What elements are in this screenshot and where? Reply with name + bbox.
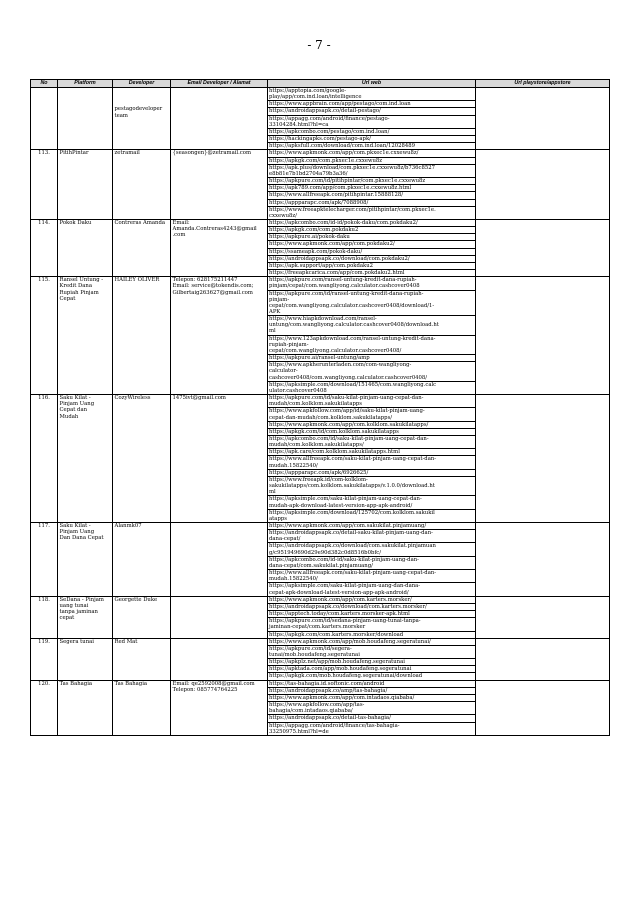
url-web-link[interactable]: https://www.freeapktelecharger.com/pitihpintar/com.pkxec1e. cxxewu8z/ xyxy=(268,206,476,219)
platform-cell: Segera tunai xyxy=(58,638,113,680)
url-web-link[interactable]: https://apkpure.ai/pokok-daku xyxy=(268,234,476,241)
url-web-link[interactable]: https://apkcombo.com/id-id/pokok-daku/com.pokdaku2/ xyxy=(268,219,476,226)
url-web-link[interactable]: https://apptech.today/com.karters.morsker-apk.html xyxy=(268,611,476,618)
url-web-link[interactable]: https://apksimple.com/download/125702/com.kolklom.sakukil atapps xyxy=(268,509,476,522)
url-web-link[interactable]: https://apkcombo.com/id-id/saku-kilat-pinjam-uang-dan- dana-cepat/com.sakukilat.pinjamuang/ xyxy=(268,556,476,569)
url-web-link[interactable]: https://apptopia.com/google- play/app/com.ind.loan/intelligence xyxy=(268,88,476,101)
platform-cell: SeDana - Pinjam uang tunai tanpa jaminan cepat xyxy=(58,596,113,638)
row-number: 120. xyxy=(31,680,58,735)
table-row xyxy=(31,395,610,408)
url-store-cell xyxy=(476,395,610,523)
developer-cell: Contreras Amanda xyxy=(113,219,171,276)
url-store-cell xyxy=(476,88,610,150)
page-number: - 7 - xyxy=(307,38,331,52)
row-number xyxy=(31,88,58,150)
url-web-link[interactable]: https://freeapkcarica.com/app/com.pokdaku2.html xyxy=(268,270,476,277)
url-web-link[interactable]: https://www.allfreeapk.com/saku-kilat-pinjam-uang-cepat-dan- mudah.15822540/ xyxy=(268,570,476,583)
url-web-link[interactable]: https://hackingapks.com/pestago-apk/ xyxy=(268,136,476,143)
header-developer: Developer xyxy=(113,80,171,88)
email-cell: Email: Amanda.Contreras4243@gmail .com xyxy=(171,219,268,276)
url-web-link[interactable]: https://androidappsapk.co/download/com.pokdaku2/ xyxy=(268,255,476,262)
email-cell xyxy=(171,596,268,638)
email-cell: Telepon: 628175211447 Email: service@tokendis.com; Gilbertaig263627@gmail.com xyxy=(171,277,268,395)
url-store-cell xyxy=(476,638,610,680)
url-web-link[interactable]: https://www.apkmonk.com/app/mob.houdafeng.segeratunai/ xyxy=(268,638,476,645)
url-web-link[interactable]: https://apk789.com/app/com.pkxec1e.cxxewu8z.html xyxy=(268,185,476,192)
url-store-cell xyxy=(476,680,610,735)
email-cell xyxy=(171,523,268,597)
url-web-link[interactable]: https://apkplz.net/app/mob.houdafeng.segeratunai xyxy=(268,659,476,666)
url-web-link[interactable]: https://apktada.com/app/mob.houdafeng.segeratunai xyxy=(268,666,476,673)
row-number: 114. xyxy=(31,219,58,276)
url-web-link[interactable]: https://apkgk.com/com.pkxec1e.cxxewu8z xyxy=(268,157,476,164)
platform-cell xyxy=(58,88,113,150)
developer-cell: Georgette Duke xyxy=(113,596,171,638)
url-web-link[interactable]: https://apk.support/app/com.pokdaku2 xyxy=(268,262,476,269)
url-web-link[interactable]: https://apksfull.com/download/com.ind.loan/12028489 xyxy=(268,143,476,150)
table-row xyxy=(31,277,610,290)
url-web-link[interactable]: https://www.apkfollow.com/app/tas- bahagia/com.intadaos.qiababa/ xyxy=(268,702,476,715)
url-web-link[interactable]: https://appparapc.com/apk/6926625/ xyxy=(268,469,476,476)
header-url-store: Url playstore/appstore xyxy=(476,80,610,88)
url-web-link[interactable]: https://apksimple.com/saku-kilat-pinjam-uang-dan-dana- cepat-apk-download-latest-version-app-apk-android/ xyxy=(268,583,476,596)
url-web-link[interactable]: https://www.allfreeapk.com/saku-kilat-pinjam-uang-cepat-dan- mudah.15822540/ xyxy=(268,456,476,469)
developer-url-table xyxy=(30,79,610,736)
table-body xyxy=(31,88,610,736)
header-platform: Platform xyxy=(58,80,113,88)
developer-cell: Tas Bahagia xyxy=(113,680,171,735)
url-web-link[interactable]: https://apkgk.com/com.karters.morsker/download xyxy=(268,631,476,638)
url-web-link[interactable]: https://www.apkherunterladen.com/com-wangliyong- calculator- cashcover0408/com.wangliyong.calculator.cashcover0408/ xyxy=(268,362,476,381)
table-header-row xyxy=(31,80,610,88)
url-web-link[interactable]: https://androidappsapk.co/amp/tas-bahagia/ xyxy=(268,687,476,694)
table-row xyxy=(31,523,610,530)
url-web-link[interactable]: https://apkpure.com/id/sedana-pinjam-uang-tunai-tanpa- jaminan-cepat/com.karters.morsker xyxy=(268,618,476,631)
row-number: 119. xyxy=(31,638,58,680)
email-cell: {seasongen}@zetramail.com xyxy=(171,150,268,220)
url-store-cell xyxy=(476,219,610,276)
developer-cell: zetramail xyxy=(113,150,171,220)
url-web-link[interactable]: https://appagg.com/android/finance/tas-bahagia- 33250975.html?hl=de xyxy=(268,722,476,735)
developer-cell: HAILEY OLIVER xyxy=(113,277,171,395)
url-web-link[interactable]: https://www.freeapk.id/com-kolklom- sakukilatapps/com.kolklom.sakukilatapps/v.1.0.0/download.ht ml xyxy=(268,476,476,495)
row-number: 116. xyxy=(31,395,58,523)
url-web-link[interactable]: https://apkcombo.com/id/saku-kilat-pinjam-uang-cepat-dan- mudah/com.kolklom.sakukilatapps/ xyxy=(268,435,476,448)
row-number: 118. xyxy=(31,596,58,638)
url-web-link[interactable]: https://apk.plus/download/com.pkxec1e.cxxewu8z/b736c8527 e8b81e7b1bd2704a79b3a36/ xyxy=(268,164,476,177)
table-row xyxy=(31,638,610,645)
url-web-link[interactable]: https://apkpure.com/ransel-untung-kredit-dana-rupiah- pinjam/cepat/com.wangliyong.calculator.cashcover0408 xyxy=(268,277,476,290)
url-web-link[interactable]: https://www.123apkdownload.com/ransel-untung-kredit-dana- rupiah-pinjam- cepat/com.wangliyong.calculator.cashcover0408/ xyxy=(268,335,476,354)
url-web-link[interactable]: https://www.apkfollow.com/app/id/saku-kilat-pinjam-uang- cepat-dan-mudah/com.kolklom.sakukilatapps/ xyxy=(268,408,476,421)
url-web-link[interactable]: https://androidappsapk.co/download/com.karters.morsker/ xyxy=(268,603,476,610)
url-web-link[interactable]: https://www.appbrain.com/app/pestago/com.ind.loan xyxy=(268,101,476,108)
url-web-link[interactable]: https://www.apkmonk.com/app/com.intadaos.qiababa/ xyxy=(268,694,476,701)
url-web-link[interactable]: https://www.apkmonk.com/app/com.pkxec1e.cxxewu8z/ xyxy=(268,150,476,157)
url-web-link[interactable]: https://apksimple.com/saku-kilat-pinjam-uang-cepat-dan- mudah-apk-download-latest-version-app-apk-android/ xyxy=(268,496,476,509)
url-web-link[interactable]: https://www.apkmonk.com/app/com.sakukilat.pinjamuang/ xyxy=(268,523,476,530)
url-web-link[interactable]: https://apkpure.ai/ransel-untung/amp xyxy=(268,355,476,362)
table-row xyxy=(31,680,610,687)
platform-cell: PitihPintar xyxy=(58,150,113,220)
platform-cell: Ransel Untung - Kredit Dana Rupiah Pinjam Cepat xyxy=(58,277,113,395)
table-row xyxy=(31,88,610,101)
url-web-link[interactable]: https://www.allfreeapk.com/pitihpintar.15888128/ xyxy=(268,192,476,199)
header-email: Email Developer / Alamat xyxy=(171,80,268,88)
url-web-link[interactable]: https://androidappsapk.co/detail-pestago/ xyxy=(268,108,476,115)
url-web-link[interactable]: https://apkgk.com/mob.houdafeng.segeratunai/download xyxy=(268,673,476,680)
header-url-web: Url web xyxy=(268,80,476,88)
table-row xyxy=(31,219,610,226)
developer-cell: Red Mat xyxy=(113,638,171,680)
url-web-link[interactable]: https://apkcombo.com/pestago/com.ind.loan/ xyxy=(268,128,476,135)
row-number: 115. xyxy=(31,277,58,395)
url-web-link[interactable]: https://apkpure.com/id/segera- tunai/mob.houdafeng.segeratunai xyxy=(268,645,476,658)
developer-cell: CozyWireless xyxy=(113,395,171,523)
row-number: 113. xyxy=(31,150,58,220)
url-web-link[interactable]: https://androidappsapk.co/download/com.sakukilat.pinjamuan g/c951949690d29e90d382c0d8516b0bfc/ xyxy=(268,543,476,556)
url-web-link[interactable]: https://tas-bahagia.id.softonic.com/android xyxy=(268,680,476,687)
url-web-link[interactable]: https://ssameapk.com/pokok-daku/ xyxy=(268,248,476,255)
header-no: No xyxy=(31,80,58,88)
url-web-link[interactable]: https://apkgk.com/com.pokdaku2 xyxy=(268,227,476,234)
url-web-link[interactable]: https://apkpure.com/id/ransel-untung-kredit-dana-rupiah- pinjam- cepat/com.wangliyong.calculator.cashcover0408/download/1- APK xyxy=(268,290,476,316)
url-store-cell xyxy=(476,596,610,638)
platform-cell: Saku Kilat - Pinjam Uang Dan Dana Cepat xyxy=(58,523,113,597)
url-store-cell xyxy=(476,277,610,395)
url-web-link[interactable]: https://androidappsapk.co/detail-saku-kilat-pinjam-uang-dan- dana-cepat/ xyxy=(268,530,476,543)
email-cell: 1475ivt@gmail.com xyxy=(171,395,268,523)
platform-cell: Saku Kilat - Pinjam Uang Cepat dan Mudah xyxy=(58,395,113,523)
platform-cell: Pokok Daku xyxy=(58,219,113,276)
url-web-link[interactable]: https://www.apkmonk.com/app/com.pokdaku2/ xyxy=(268,241,476,248)
url-web-link[interactable]: https://apkgk.com/id/com.kolklom.sakukilatapps xyxy=(268,428,476,435)
developer-cell: pestagodeveloper team xyxy=(113,88,171,150)
url-web-link[interactable]: https://apkpure.com/id/saku-kilat-pinjam-uang-cepat-dan- mudah/com.kolklom.sakukilatapps xyxy=(268,395,476,408)
url-store-cell xyxy=(476,523,610,597)
table-row xyxy=(31,150,610,157)
url-web-link[interactable]: https://appparapc.com/apk/7088908/ xyxy=(268,199,476,206)
email-cell xyxy=(171,88,268,150)
platform-cell: Tas Bahagia xyxy=(58,680,113,735)
email-cell xyxy=(171,638,268,680)
url-web-link[interactable]: https://www.apkmonk.com/app/com.karters.morsker/ xyxy=(268,596,476,603)
url-store-cell xyxy=(476,150,610,220)
url-web-link[interactable]: https://apk.care/com.kolklom.sakukilatapps.html xyxy=(268,449,476,456)
url-web-link[interactable]: https://androidappsapk.co/detail-tas-bahagia/ xyxy=(268,715,476,722)
url-web-link[interactable]: https://apksimple.com/download/151465/com.wangliyong.calc ulator.cashcover0408 xyxy=(268,381,476,394)
url-web-link[interactable]: https://www.hiapkdownload.com/ransel- untung/com.wangliyong.calculator.cashcover0408/download.ht ml xyxy=(268,316,476,335)
row-number: 117. xyxy=(31,523,58,597)
table-row xyxy=(31,596,610,603)
developer-cell: Alanmk07 xyxy=(113,523,171,597)
email-cell: Email: qe2592008@gmail.com Telepon: 085774764225 xyxy=(171,680,268,735)
url-web-link[interactable]: https://www.apkmonk.com/app/com.kolklom.sakukilatapps/ xyxy=(268,421,476,428)
url-web-link[interactable]: https://apkpure.com/id/pitihpintar/com.pkxec1e.cxxewu8z xyxy=(268,178,476,185)
url-web-link[interactable]: https://appagg.com/android/finance/pestago- 33104284.html?hl=ca xyxy=(268,115,476,128)
